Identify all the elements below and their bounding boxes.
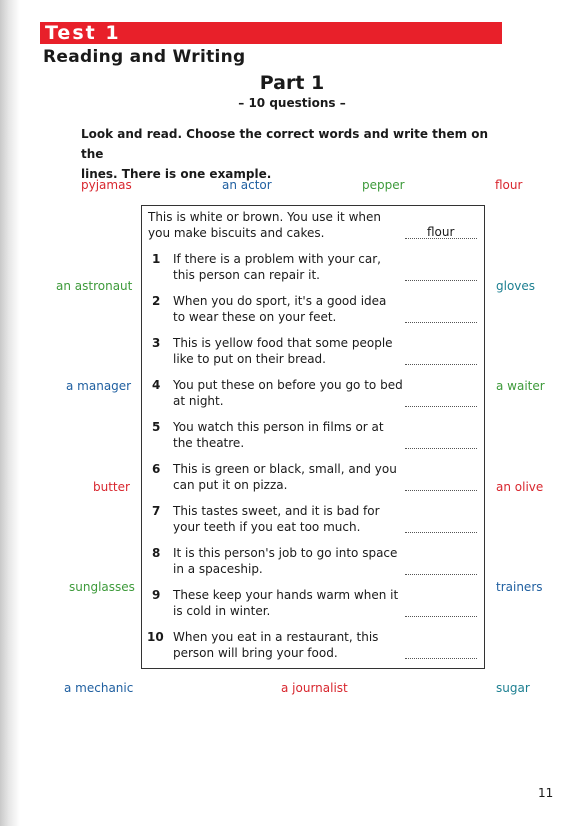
word-butter: butter (93, 480, 130, 494)
question-number: 9 (152, 588, 161, 602)
section-title: Reading and Writing (43, 47, 246, 67)
question-number: 3 (152, 336, 161, 350)
example-text-line-1: This is white or brown. You use it when (148, 210, 381, 224)
question-number: 8 (152, 546, 161, 560)
answer-line[interactable] (405, 574, 477, 575)
question-number: 7 (152, 504, 161, 518)
question-text-line-1: You watch this person in films or at (173, 420, 384, 434)
word-a-mechanic: a mechanic (64, 681, 134, 695)
example-answer: flour (427, 225, 455, 239)
example-text-line-2: you make biscuits and cakes. (148, 226, 325, 240)
word-a-waiter: a waiter (496, 379, 545, 393)
page-number: 11 (538, 786, 554, 800)
question-text-line-1: When you eat in a restaurant, this (173, 630, 379, 644)
part-title: Part 1 (259, 72, 325, 94)
instructions (81, 124, 501, 184)
question-text-line-2: can put it on pizza. (173, 478, 288, 492)
word-sunglasses: sunglasses (69, 580, 135, 594)
question-text-line-2: this person can repair it. (173, 268, 320, 282)
question-text-line-1: This is yellow food that some people (173, 336, 393, 350)
instructions-line-2: lines. There is one example. (81, 167, 272, 181)
question-number: 5 (152, 420, 161, 434)
answer-line[interactable] (405, 658, 477, 659)
word-an-actor: an actor (222, 178, 272, 192)
word-gloves: gloves (496, 279, 536, 293)
page-edge-shadow (0, 0, 20, 826)
answer-line[interactable] (405, 616, 477, 617)
instructions-line-1: Look and read. Choose the correct words and write them on the (81, 127, 489, 161)
question-number: 4 (152, 378, 161, 392)
question-number: 2 (152, 294, 161, 308)
question-text-line-1: This tastes sweet, and it is bad for (173, 504, 380, 518)
answer-line[interactable] (405, 406, 477, 407)
word-a-manager: a manager (66, 379, 132, 393)
question-text-line-2: your teeth if you eat too much. (173, 520, 361, 534)
word-pyjamas: pyjamas (81, 178, 132, 192)
question-text-line-1: If there is a problem with your car, (173, 252, 381, 266)
word-a-journalist: a journalist (281, 681, 348, 695)
question-number: 10 (147, 630, 164, 644)
answer-line[interactable] (405, 280, 477, 281)
question-text-line-2: in a spaceship. (173, 562, 263, 576)
test-banner: Test 1 (40, 22, 502, 44)
answer-line[interactable] (405, 532, 477, 533)
question-text-line-2: like to put on their bread. (173, 352, 326, 366)
word-trainers: trainers (496, 580, 543, 594)
answer-line[interactable] (405, 490, 477, 491)
question-text-line-2: at night. (173, 394, 224, 408)
word-pepper: pepper (362, 178, 405, 192)
word-flour: flour (495, 178, 523, 192)
answer-line[interactable] (405, 322, 477, 323)
question-text-line-1: You put these on before you go to bed (173, 378, 403, 392)
example-answer-line (405, 238, 477, 239)
question-text-line-2: person will bring your food. (173, 646, 338, 660)
question-text-line-2: to wear these on your feet. (173, 310, 337, 324)
question-text-line-1: These keep your hands warm when it (173, 588, 399, 602)
question-text-line-1: This is green or black, small, and you (173, 462, 397, 476)
word-sugar: sugar (496, 681, 530, 695)
question-text-line-2: the theatre. (173, 436, 245, 450)
question-number: 1 (152, 252, 161, 266)
question-text-line-2: is cold in winter. (173, 604, 271, 618)
answer-line[interactable] (405, 364, 477, 365)
question-number: 6 (152, 462, 161, 476)
word-an-olive: an olive (496, 480, 544, 494)
question-text-line-1: It is this person's job to go into space (173, 546, 398, 560)
question-text-line-1: When you do sport, it's a good idea (173, 294, 387, 308)
word-an-astronaut: an astronaut (56, 279, 133, 293)
question-count: – 10 questions – (238, 96, 346, 110)
answer-line[interactable] (405, 448, 477, 449)
